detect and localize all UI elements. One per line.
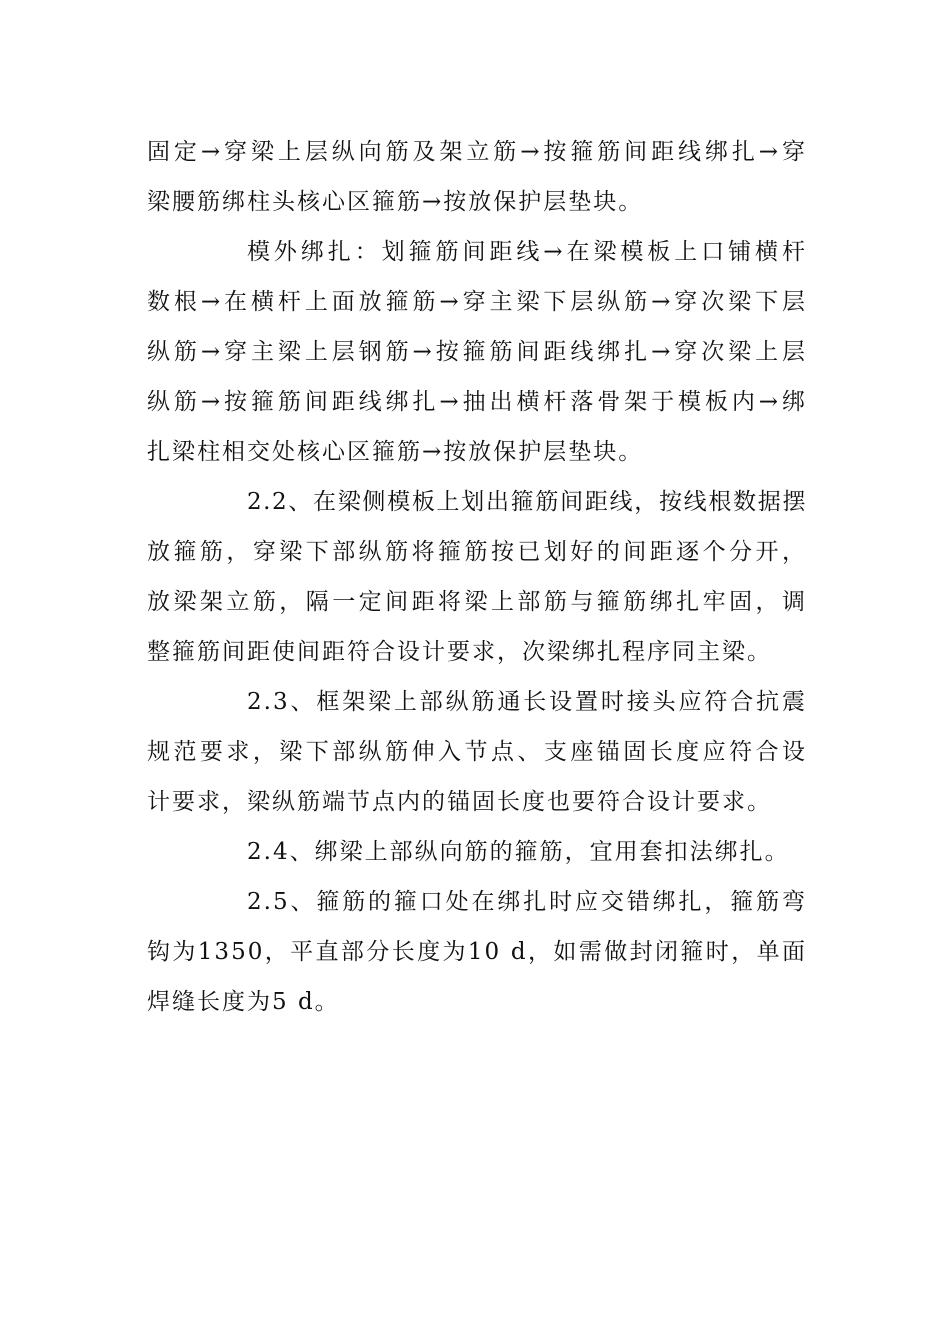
paragraph-start-line: 2.4、绑梁上部纵向筋的箍筋，宜用套扣法绑扎。 [247, 839, 790, 865]
paragraph-start-line: 2.2、在梁侧模板上划出箍筋间距线，按线根数据摆 [247, 489, 807, 515]
paragraph-start-line: 2.3、框架梁上部纵筋通长设置时接头应符合抗震 [247, 689, 807, 715]
text-line: 钩为1350，平直部分长度为10 d，如需做封闭箍时，单面 [147, 939, 807, 965]
body-text [147, 127, 807, 1027]
text-line: 焊缝长度为5 d。 [147, 989, 340, 1015]
text-line: 计要求，梁纵筋端节点内的锚固长度也要符合设计要求。 [147, 789, 772, 815]
paragraph-start-line: 模外绑扎：划箍筋间距线→在梁模板上口铺横杆 [247, 239, 807, 265]
text-line: 放箍筋，穿梁下部纵筋将箍筋按已划好的间距逐个分开， [147, 539, 807, 565]
text-line: 纵筋→穿主梁上层钢筋→按箍筋间距线绑扎→穿次梁上层 [147, 339, 807, 365]
text-line: 数根→在横杆上面放箍筋→穿主梁下层纵筋→穿次梁下层 [147, 289, 807, 315]
text-line: 整箍筋间距使间距符合设计要求，次梁绑扎程序同主梁。 [147, 639, 772, 665]
paragraph-start-line: 2.5、箍筋的箍口处在绑扎时应交错绑扎，箍筋弯 [247, 889, 807, 915]
text-line: 梁腰筋绑柱头核心区箍筋→按放保护层垫块。 [147, 189, 644, 215]
text-line: 纵筋→按箍筋间距线绑扎→抽出横杆落骨架于模板内→绑 [147, 389, 807, 415]
text-line: 规范要求，梁下部纵筋伸入节点、支座锚固长度应符合设 [147, 739, 807, 765]
text-line: 放梁架立筋，隔一定间距将梁上部筋与箍筋绑扎牢固，调 [147, 589, 807, 615]
text-line: 固定→穿梁上层纵向筋及架立筋→按箍筋间距线绑扎→穿 [147, 139, 807, 165]
text-line: 扎梁柱相交处核心区箍筋→按放保护层垫块。 [147, 439, 644, 465]
